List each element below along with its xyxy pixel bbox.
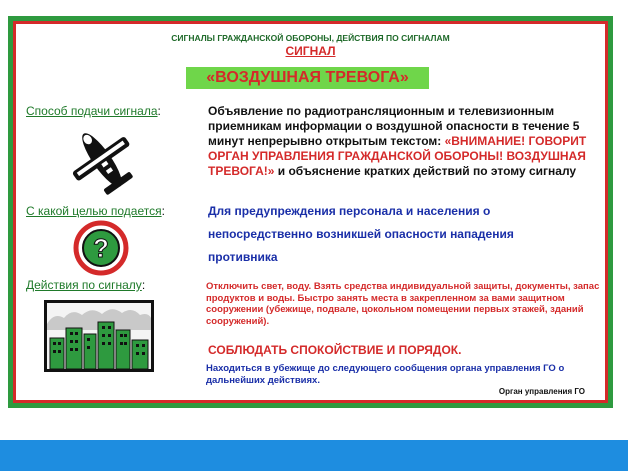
purpose-label-text: С какой целью подается — [26, 204, 162, 218]
purpose-label — [26, 204, 165, 218]
alarm-name-banner: «ВОЗДУШНАЯ ТРЕВОГА» — [186, 67, 429, 89]
svg-text:?: ? — [93, 233, 109, 263]
method-text-2: и объяснение кратких действий по этому сигналу — [274, 164, 577, 178]
method-description — [208, 104, 608, 179]
poster-top-title: СИГНАЛЫ ГРАЖДАНСКОЙ ОБОРОНЫ, ДЕЙСТВИЯ ПО СИГНАЛАМ — [171, 33, 450, 43]
actions-text: Отключить свет, воду. Взять средства индивидуальной защиты, документы, запас продуктов и воды. Быстро занять места в закрепленном за вами защитном сооружении (убежище, подвале, цокольном помещении первых этажей, зданий сооружений). — [206, 281, 600, 327]
signal-label: СИГНАЛ — [285, 44, 336, 58]
airplane-icon — [66, 121, 138, 199]
poster-frame — [8, 16, 613, 408]
bottom-bar — [0, 440, 628, 471]
purpose-line-3: противника — [208, 250, 278, 264]
method-label-colon: : — [157, 104, 161, 118]
method-label — [26, 104, 161, 118]
actions-label-text: Действия по сигналу — [26, 278, 142, 292]
method-text-1: Объявление по радиотрансляционным и телевизионным приемникам информации о воздушной опасности в течение 5 минут непрерывно открытым текстом: — [208, 104, 580, 148]
purpose-line-2: непосредственно возникшей опасности нападения — [208, 227, 514, 241]
purpose-label-colon: : — [161, 204, 165, 218]
shelter-text: Находиться в убежище до следующего сообщения органа управления ГО о дальнейших действиях. — [206, 363, 565, 386]
method-text-red: «ВНИМАНИЕ! ГОВОРИТ ОРГАН УПРАВЛЕНИЯ ГРАЖДАНСКОЙ ОБОРОНЫ! ВОЗДУШНАЯ ТРЕВОГА!» — [208, 134, 587, 178]
question-circle-icon — [72, 220, 130, 276]
calm-text: СОБЛЮДАТЬ СПОКОЙСТВИЕ И ПОРЯДОК. — [208, 343, 462, 357]
purpose-line-1: Для предупреждения персонала и населения о — [208, 204, 491, 218]
city-icon — [44, 300, 154, 372]
actions-label — [26, 278, 145, 292]
authority-text: Орган управления ГО — [498, 387, 585, 396]
method-label-text: Способ подачи сигнала — [26, 104, 158, 118]
poster-inner — [13, 21, 608, 403]
actions-label-colon: : — [141, 278, 146, 292]
